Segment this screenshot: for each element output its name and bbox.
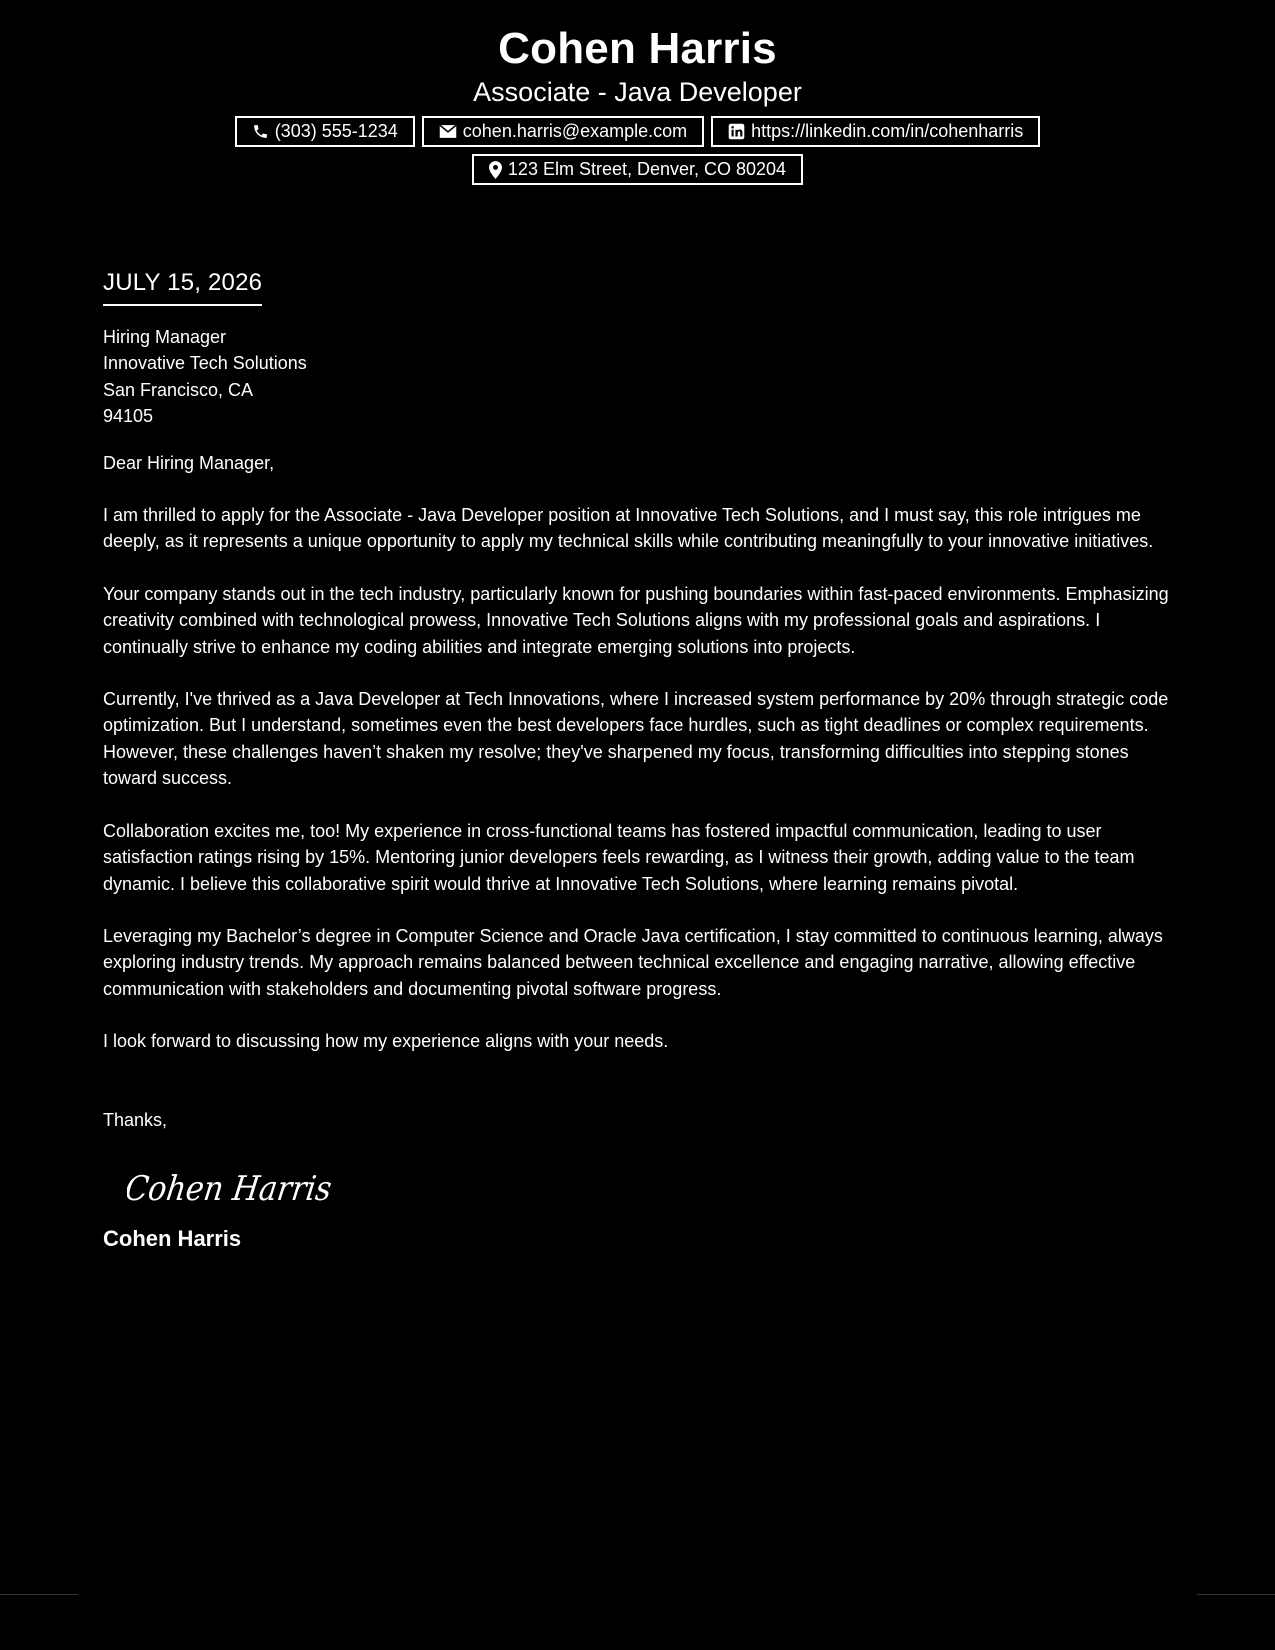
signer-name: Cohen Harris <box>103 1225 242 1251</box>
applicant-title: Associate - Java Developer <box>473 77 802 107</box>
footer-divider-right <box>1197 1594 1275 1595</box>
applicant-name: Cohen Harris <box>498 24 777 73</box>
envelope-icon <box>439 124 457 139</box>
map-marker-icon <box>489 161 502 179</box>
phone-icon <box>252 123 269 140</box>
contact-row-address <box>0 154 1275 185</box>
handwritten-signature <box>127 1163 1173 1213</box>
email-contact[interactable] <box>422 116 704 147</box>
linkedin-text: https://linkedin.com/in/cohenharris <box>751 121 1024 141</box>
linkedin-icon <box>728 123 745 140</box>
phone-contact[interactable] <box>235 116 415 147</box>
footer-divider-left <box>0 1594 78 1595</box>
address-contact[interactable] <box>472 154 803 185</box>
recipient-line: Innovative Tech Solutions <box>103 353 307 374</box>
recipient-line: Hiring Manager <box>103 327 227 347</box>
recipient-line: 94105 <box>103 406 154 427</box>
linkedin-contact[interactable] <box>711 116 1040 147</box>
letter-body <box>103 268 1173 1253</box>
body-paragraph: Collaboration excites me, too! My experience in cross-functional teams has fostered impactful communication, leading to user satisfaction ratings rising by 15%. Mentoring junior developers feels rewarding, as I witness their growth, adding value to the team dynamic. I believe this collaborative spirit would thrive at Innovative Tech Solutions, where learning remains pivotal. <box>103 820 1135 894</box>
body-paragraph: Your company stands out in the tech industry, particularly known for pushing boundaries within fast-paced environments. Emphasizing creativity combined with technological prowess, Innovative Tech Solutions aligns with my professional goals and aspirations. I continually strive to enhance my coding abilities and integrate emerging solutions into projects. <box>103 583 1169 657</box>
body-paragraph: Leveraging my Bachelor’s degree in Computer Science and Oracle Java certification, I stay committed to continuous learning, always exploring industry trends. My approach remains balanced between technical excellence and engaging narrative, allowing effective communication with stakeholders and documenting pivotal software progress. <box>103 925 1163 999</box>
body-paragraph: I look forward to discussing how my experience aligns with your needs. <box>103 1031 669 1052</box>
letter-date: JULY 15, 2026 <box>103 268 262 306</box>
letter-header <box>0 22 1275 185</box>
closing: Thanks, <box>103 1109 168 1130</box>
contact-row <box>0 116 1275 147</box>
phone-text: (303) 555-1234 <box>274 121 398 141</box>
body-paragraph: I am thrilled to apply for the Associate - Java Developer position at Innovative Tech Solutions, and I must say, this role intrigues me deeply, as it represents a unique opportunity to apply my technical skills while contributing meaningfully to your innovative initiatives. <box>103 505 1154 552</box>
body-paragraph: Currently, I've thrived as a Java Developer at Tech Innovations, where I increased system performance by 20% through strategic code optimization. But I understand, sometimes even the best developers face hurdles, such as tight deadlines or complex requirements. However, these challenges haven’t shaken my resolve; they've sharpened my focus, transforming difficulties into stepping stones toward success. <box>103 689 1169 789</box>
recipient-block <box>103 324 1173 430</box>
email-text: cohen.harris@example.com <box>462 121 688 141</box>
svg-text:Cohen Harris: Cohen Harris <box>127 1169 347 1209</box>
address-text: 123 Elm Street, Denver, CO 80204 <box>507 159 787 179</box>
recipient-line: San Francisco, CA <box>103 379 254 400</box>
greeting: Dear Hiring Manager, <box>103 452 275 473</box>
